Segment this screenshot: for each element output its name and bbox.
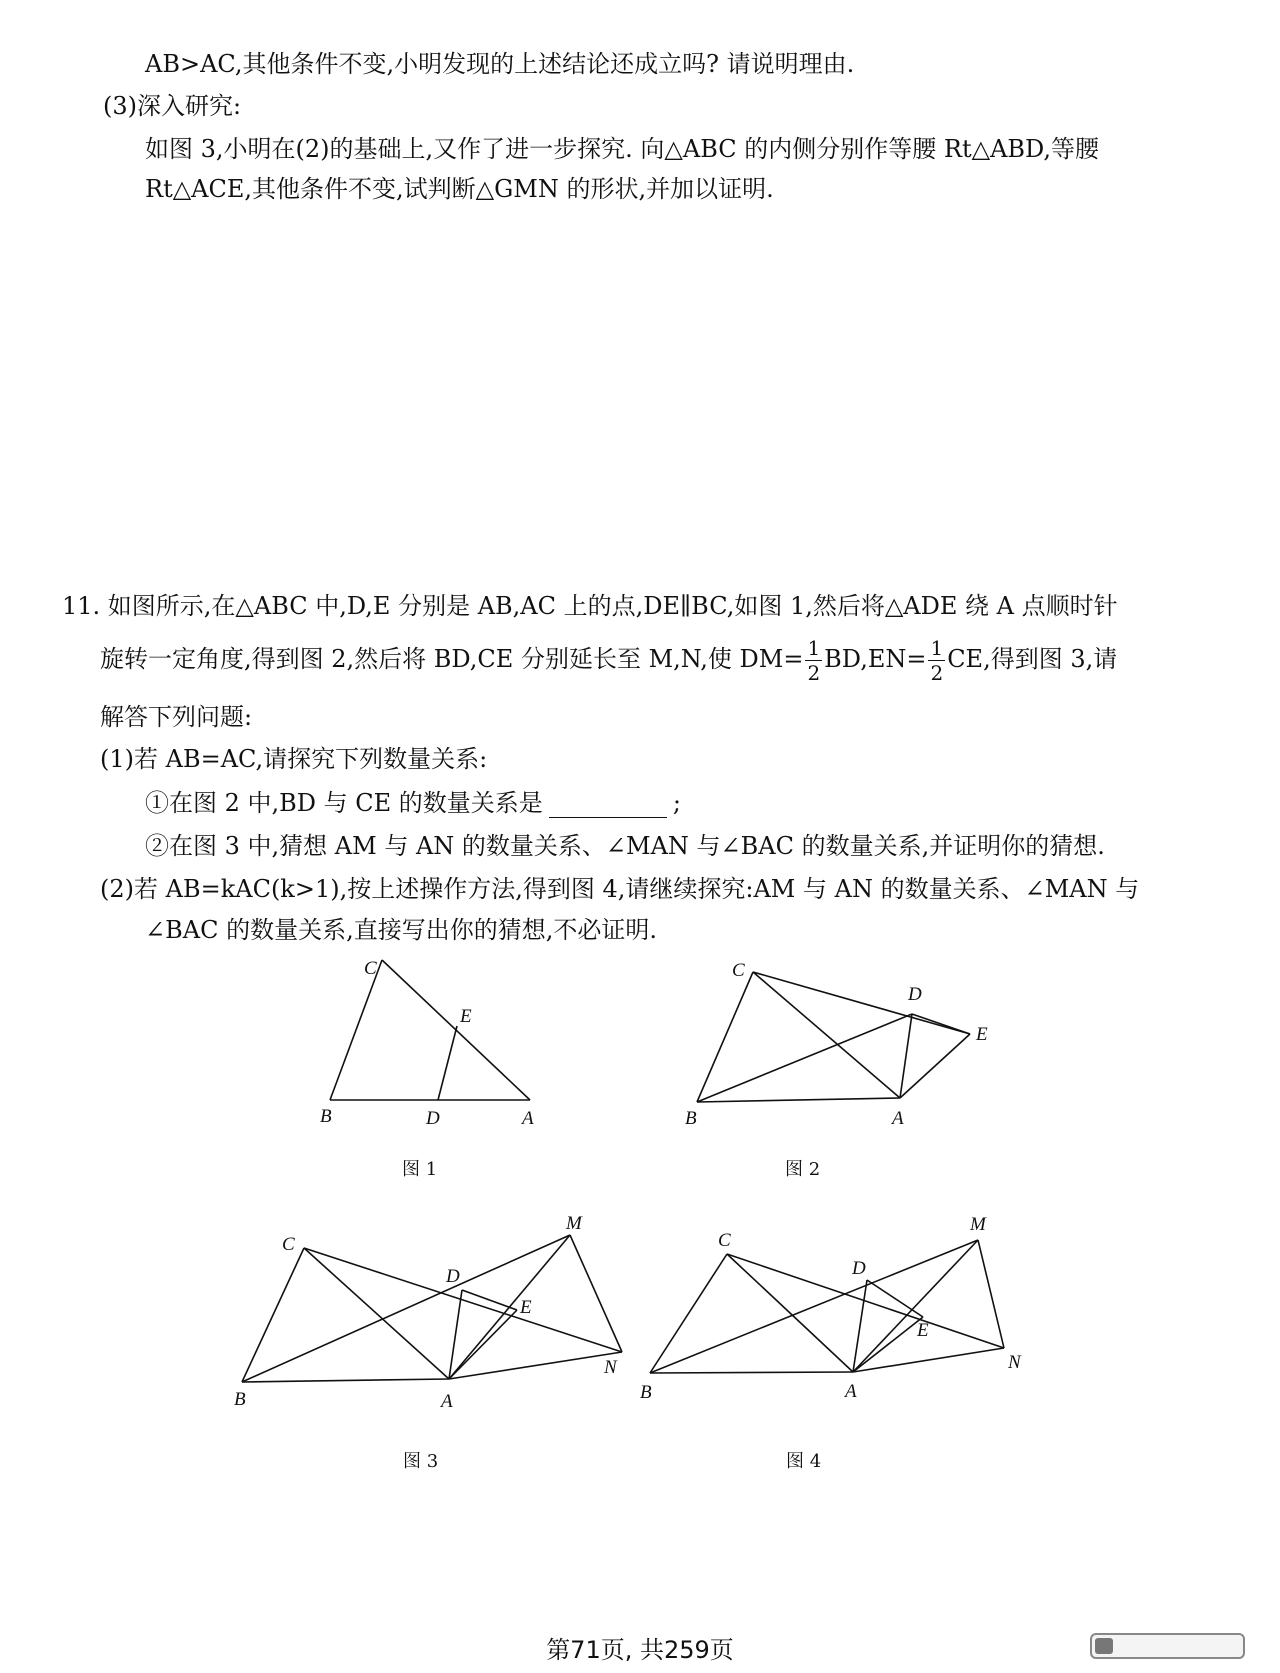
fraction	[928, 638, 945, 683]
text-line: 如图 3,小明在(2)的基础上,又作了进一步探究. 向△ABC 的内侧分别作等腰 Rt△ABD,等腰	[145, 135, 1100, 163]
label-N: N	[604, 1357, 617, 1378]
answer-blank	[549, 795, 667, 818]
label-M: M	[970, 1214, 986, 1235]
subquestion-heading: (3)深入研究:	[103, 92, 242, 120]
figure-2	[680, 950, 1010, 1130]
text-span: ;	[672, 789, 681, 817]
fraction	[805, 638, 822, 683]
fraction-numerator: 1	[930, 636, 944, 660]
label-C: C	[732, 960, 745, 981]
text-span: BD,EN=	[824, 645, 927, 673]
figure-1-caption: 图 1	[402, 1159, 438, 1180]
segment-AD	[853, 1280, 867, 1372]
text-span: 旋转一定角度,得到图 2,然后将 BD,CE 分别延长至 M,N,使 DM=	[100, 645, 804, 673]
figure-4-caption: 图 4	[786, 1451, 822, 1472]
text-line: ∠BAC 的数量关系,直接写出你的猜想,不必证明.	[145, 916, 657, 944]
label-A: A	[522, 1108, 534, 1129]
subquestion-1-part-1	[145, 789, 681, 818]
text-line: Rt△ACE,其他条件不变,试判断△GMN 的形状,并加以证明.	[145, 175, 774, 203]
segment-AM	[449, 1235, 570, 1379]
segment-CN	[304, 1248, 622, 1352]
text-line: 解答下列问题:	[100, 703, 253, 731]
label-A: A	[845, 1381, 857, 1402]
segment-BM	[650, 1240, 978, 1373]
label-D: D	[852, 1258, 866, 1279]
segment-DE	[438, 1026, 457, 1100]
figure-1	[300, 950, 560, 1130]
label-N: N	[1008, 1352, 1021, 1373]
segment-BC	[242, 1248, 304, 1382]
label-C: C	[364, 958, 377, 979]
segment-CA	[304, 1248, 449, 1379]
label-D: D	[908, 984, 922, 1005]
scrollbar-thumb[interactable]	[1095, 1638, 1113, 1654]
figure-3	[230, 1210, 640, 1420]
subquestion-1-part-2: ②在图 3 中,猜想 AM 与 AN 的数量关系、∠MAN 与∠BAC 的数量关系,并证明你的猜想.	[145, 832, 1105, 860]
label-B: B	[640, 1382, 652, 1403]
subquestion-2: (2)若 AB=kAC(k>1),按上述操作方法,得到图 4,请继续探究:AM 与 AN 的数量关系、∠MAN 与	[100, 875, 1140, 903]
label-A: A	[892, 1108, 904, 1129]
text-line: AB>AC,其他条件不变,小明发现的上述结论还成立吗? 请说明理由.	[145, 50, 855, 78]
segment-CA	[753, 972, 900, 1098]
segment-AM	[853, 1240, 978, 1372]
segment-AE	[449, 1310, 517, 1379]
label-B: B	[320, 1106, 332, 1127]
segment-MN	[570, 1235, 622, 1352]
segment-CA	[727, 1254, 853, 1372]
segment-AN	[853, 1348, 1004, 1372]
subquestion-1: (1)若 AB=AC,请探究下列数量关系:	[100, 745, 488, 773]
text-span: CE,得到图 3,请	[947, 645, 1118, 673]
figure-4	[640, 1210, 1050, 1420]
segment-AD	[900, 1014, 912, 1098]
figure-3-caption: 图 3	[403, 1451, 439, 1472]
segment-BA	[697, 1098, 900, 1102]
segment-BC	[330, 960, 382, 1100]
segment-AE	[853, 1317, 923, 1372]
label-E: E	[520, 1297, 532, 1318]
text-line	[100, 638, 1117, 683]
label-E: E	[976, 1024, 988, 1045]
label-M: M	[566, 1213, 582, 1234]
label-C: C	[282, 1234, 295, 1255]
figure-2-caption: 图 2	[785, 1159, 821, 1180]
question-11-stem: 11. 如图所示,在△ABC 中,D,E 分别是 AB,AC 上的点,DE∥BC,如图 1,然后将△ADE 绕 A 点顺时针	[62, 592, 1118, 620]
label-E: E	[917, 1320, 929, 1341]
horizontal-scrollbar[interactable]	[1090, 1633, 1245, 1659]
label-C: C	[718, 1230, 731, 1251]
label-D: D	[426, 1108, 440, 1129]
fraction-denominator: 2	[930, 661, 944, 685]
segment-MN	[978, 1240, 1004, 1348]
segment-AE	[900, 1034, 970, 1098]
segment-CE	[753, 972, 970, 1034]
page-number: 第71页, 共259页	[546, 1636, 734, 1664]
label-A: A	[441, 1391, 453, 1412]
label-D: D	[446, 1266, 460, 1287]
text-span: ①在图 2 中,BD 与 CE 的数量关系是	[145, 789, 543, 817]
segment-BA	[650, 1372, 853, 1373]
fraction-denominator: 2	[807, 661, 821, 685]
label-B: B	[234, 1389, 246, 1410]
label-E: E	[460, 1006, 472, 1027]
segment-AN	[449, 1352, 622, 1379]
segment-BC	[650, 1254, 727, 1373]
segment-BA	[242, 1379, 449, 1382]
fraction-numerator: 1	[807, 636, 821, 660]
label-B: B	[685, 1108, 697, 1129]
